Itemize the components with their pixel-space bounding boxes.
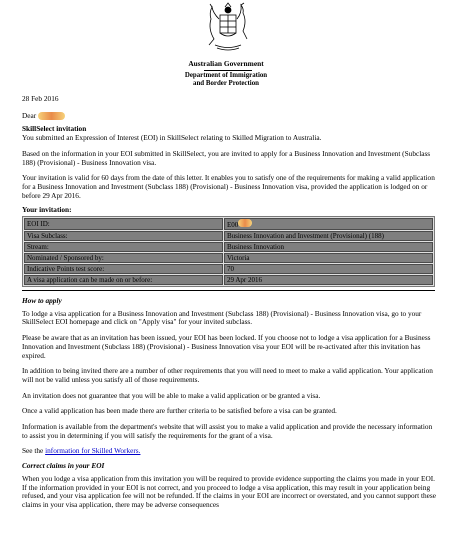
paragraph-invited: Based on the information in your EOI submitted in SkillSelect, you are invited to apply for a Business Innovation and Investment (Subclass 188) (Provisional) - Business Innovation visa. — [22, 148, 431, 167]
invitation-label: Visa Subclass: — [24, 231, 223, 241]
invitation-value: Victoria — [224, 253, 433, 263]
table-row — [24, 253, 433, 263]
redacted-eoi-id — [238, 219, 252, 227]
letter-body — [22, 95, 438, 510]
see-info-line — [22, 447, 438, 456]
how-to-apply-paragraph: To lodge a visa application for a Business Innovation and Investment (Subclass 188) (Provisional) - Business Innovation visa, go to your SkillSelect EOI homepage and click on "Apply visa" for your invited subclass. — [22, 308, 422, 327]
further-criteria-paragraph: Once a valid application has been made there are further criteria to be satisfied before a visa can be granted. — [22, 406, 337, 416]
no-guarantee-paragraph: An invitation does not guarantee that you will be able to make a valid application or be granted a visa. — [22, 390, 321, 400]
invitation-value: 29 Apr 2016 — [224, 275, 433, 285]
government-title: Australian Government — [188, 59, 264, 68]
table-row — [24, 218, 433, 230]
salutation — [22, 112, 438, 121]
requirements-paragraph: In addition to being invited there are a number of other requirements that you will need to meet to make a valid application. Your application will not be valid unless you satisfy all of those requirements. — [22, 366, 433, 384]
invitation-value: Business Innovation and Investment (Provisional) (188) — [224, 231, 433, 241]
table-row — [24, 275, 433, 285]
redacted-name — [38, 112, 65, 120]
correct-claims-heading: Correct claims in your EOI — [22, 461, 105, 471]
paragraph-validity: Your invitation is valid for 60 days from the date of this letter. It enables you to satisfy one of the requirements for making a valid application for a Business Innovation and Investment (Subclass 188) (Provisional) - Business Innovation visa, provided the application is lodged on or before 29 Apr 2016. — [22, 173, 435, 200]
table-divider — [22, 290, 435, 291]
invitation-label: Nominated / Sponsored by: — [24, 253, 223, 263]
letter-subject: SkillSelect invitation — [22, 124, 87, 134]
invitation-heading: Your invitation: — [22, 205, 72, 215]
correct-claims-paragraph: When you lodge a visa application from this invitation you will be required to provide evidence supporting the claims you made in your EOI. If the information provided in your EOI is not correct, and you proceed to lodge a visa application, this may result in your application being refused, and your visa application fee will not be refunded. If the claims in your EOI are incorrect or overstated, and you cannot support these claims in your visa application, there may be adverse consequences — [22, 473, 436, 509]
paragraph-intro: You submitted an Expression of Interest (EOI) in SkillSelect relating to Skilled Migration to Australia. — [22, 133, 322, 143]
table-row — [24, 231, 433, 241]
website-info-paragraph: Information is available from the department's website that will assist you to make a valid application and provide the necessary information to assist you in determining if you will satisfy the requirements for the grant of a visa. — [22, 422, 433, 440]
invitation-label: A visa application can be made on or before: — [24, 275, 223, 285]
table-row — [24, 242, 433, 252]
invitation-label: Indicative Points test score: — [24, 264, 223, 274]
department-line-1: Department of Immigration — [184, 72, 268, 79]
invitation-label: Stream: — [24, 242, 223, 252]
header-divider — [204, 70, 252, 71]
skilled-workers-link[interactable]: information for Skilled Workers. — [45, 446, 141, 456]
see-prefix: See the — [22, 446, 44, 456]
table-row — [24, 264, 433, 274]
department-line-2: and Border Protection — [193, 80, 259, 87]
eoi-locked-paragraph: Please be aware that as an invitation has been issued, your EOI has been locked. If you choose not to lodge a visa application for a Business Innovation and Investment (Subclass 188) (Provisional) - Business Innovation visa your EOI will be re-activated after this invitation has expired. — [22, 333, 431, 360]
salutation-text: Dear — [22, 110, 37, 120]
invitation-value: 70 — [224, 264, 433, 274]
invitation-value: E00 — [224, 218, 433, 230]
how-to-apply-heading: How to apply — [22, 296, 62, 306]
invitation-value: Business Innovation — [224, 242, 433, 252]
letter-date: 28 Feb 2016 — [22, 94, 59, 103]
invitation-label: EOI ID: — [24, 218, 223, 230]
coat-of-arms-icon — [203, 1, 253, 59]
invitation-table — [22, 216, 435, 287]
